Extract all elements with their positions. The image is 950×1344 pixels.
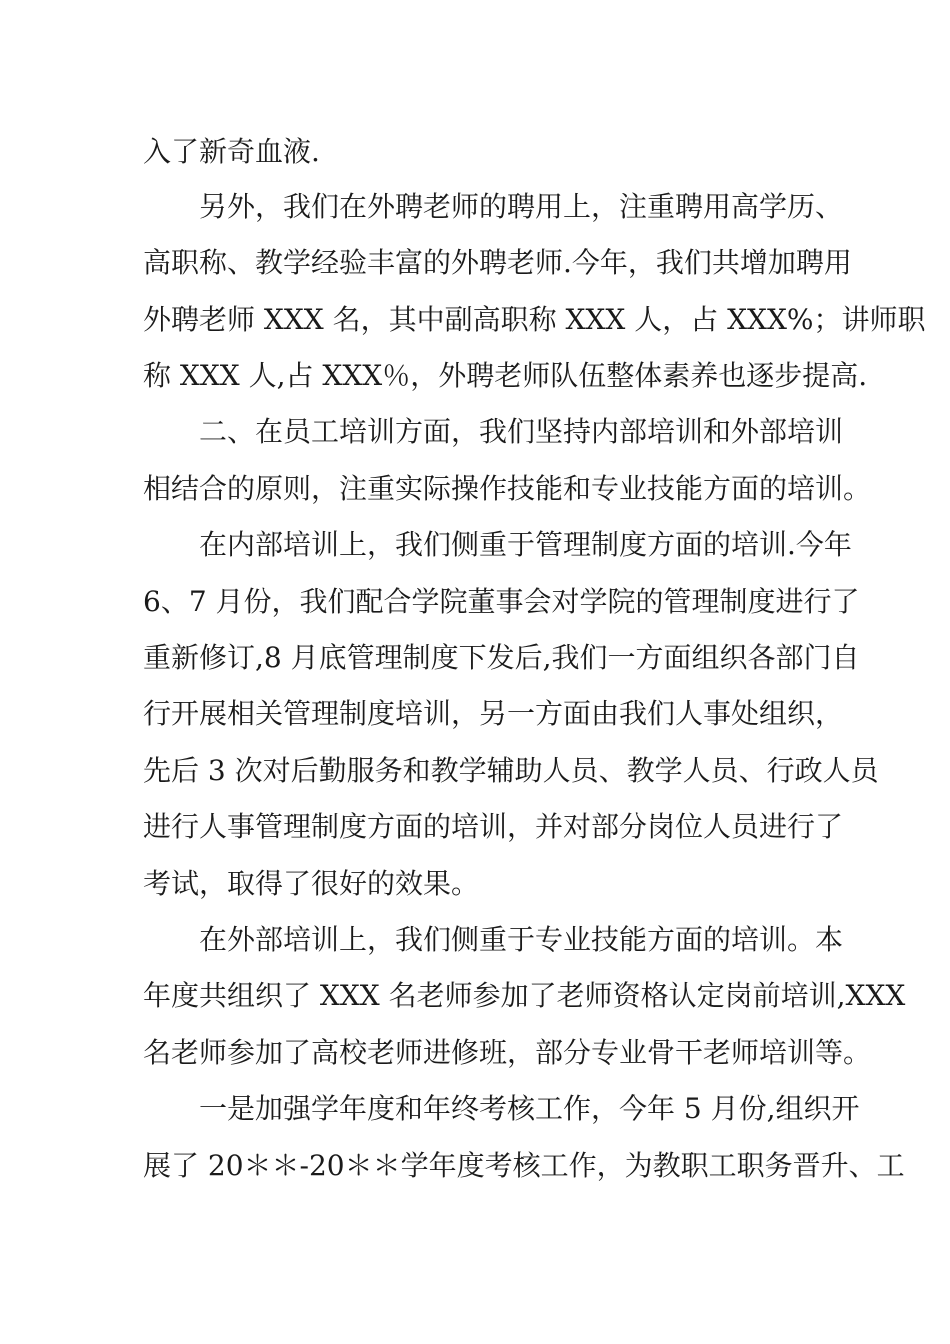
paragraph-line: 二、在员工培训方面，我们坚持内部培训和外部培训: [199, 415, 844, 448]
paragraph-line: 在外部培训上，我们侧重于专业技能方面的培训。本: [199, 923, 844, 956]
paragraph-line: 行开展相关管理制度培训，另一方面由我们人事处组织，: [143, 697, 844, 730]
paragraph-line: 高职称、教学经验丰富的外聘老师.今年，我们共增加聘用: [143, 246, 852, 279]
paragraph-line: 进行人事管理制度方面的培训，并对部分岗位人员进行了: [143, 810, 844, 843]
paragraph-line: 外聘老师 XXX 名，其中副高职称 XXX 人，占 XXX%；讲师职: [143, 303, 926, 336]
paragraph-line: 一是加强学年度和年终考核工作，今年 5 月份,组织开: [199, 1092, 860, 1125]
paragraph-line: 称 XXX 人,占 XXX％，外聘老师队伍整体素养也逐步提高.: [143, 359, 868, 392]
paragraph-line: 相结合的原则，注重实际操作技能和专业技能方面的培训。: [143, 472, 872, 505]
paragraph-line: 先后 3 次对后勤服务和教学辅助人员、教学人员、行政人员: [143, 754, 879, 787]
paragraph-line: 考试，取得了很好的效果。: [143, 867, 480, 900]
paragraph-line: 入了新奇血液.: [143, 135, 320, 168]
paragraph-line: 6、7 月份，我们配合学院董事会对学院的管理制度进行了: [143, 585, 860, 618]
paragraph-line: 年度共组织了 XXX 名老师参加了老师资格认定岗前培训,XXX: [143, 979, 906, 1012]
paragraph-line: 名老师参加了高校老师进修班，部分专业骨干老师培训等。: [143, 1036, 872, 1069]
paragraph-line: 展了 20＊＊-20＊＊学年度考核工作，为教职工职务晋升、工: [143, 1149, 905, 1182]
paragraph-line: 另外，我们在外聘老师的聘用上，注重聘用高学历、: [199, 190, 844, 223]
paragraph-line: 重新修订,8 月底管理制度下发后,我们一方面组织各部门自: [143, 641, 860, 674]
paragraph-line: 在内部培训上，我们侧重于管理制度方面的培训.今年: [199, 528, 852, 561]
